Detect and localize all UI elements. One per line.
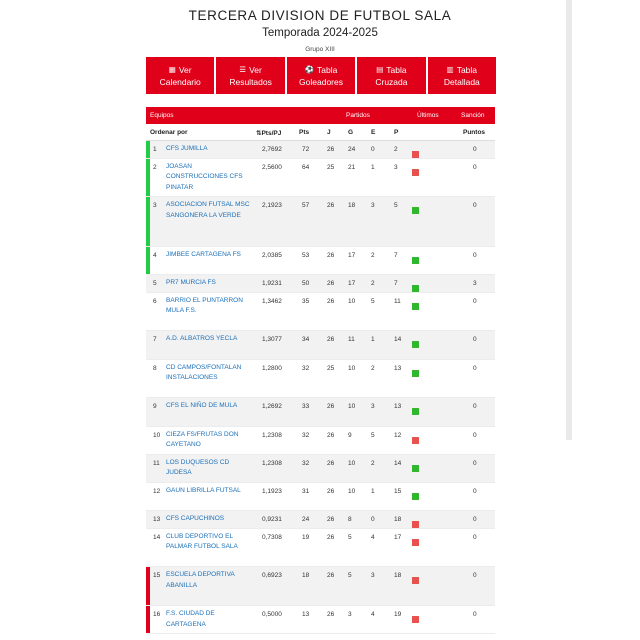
sanction-points: 0 — [473, 403, 477, 411]
document-icon: ▤ — [376, 64, 384, 74]
table-row — [146, 398, 495, 426]
result-loss-icon[interactable] — [412, 616, 419, 623]
position: 1 — [153, 146, 157, 153]
result-loss-icon[interactable] — [412, 539, 419, 546]
zone-indicator — [146, 197, 150, 245]
played: 26 — [327, 251, 335, 259]
team-link[interactable]: CIEZA FS/FRUTAS DON CAYETANO — [166, 430, 239, 449]
pts-per-pj: 0,5000 — [262, 611, 282, 619]
team-link[interactable]: F.S. CIUDAD DE CARTAGENA — [166, 610, 215, 628]
pts-per-pj: 1,3077 — [262, 336, 282, 344]
list-icon: ☰ — [239, 64, 247, 74]
team-link[interactable]: BARRIO EL PUNTARRON MULA F.S. — [166, 296, 243, 315]
lost: 15 — [394, 487, 402, 495]
drawn: 3 — [371, 202, 375, 210]
tabla-detallada-button[interactable]: ▥ Tabla Detallada — [428, 57, 496, 94]
table-row — [146, 159, 495, 198]
points: 32 — [302, 459, 310, 467]
result-win-icon[interactable] — [412, 207, 419, 214]
sort-ptspj-button[interactable]: ⇅Pts/PJ — [256, 130, 282, 137]
table-row — [146, 606, 495, 634]
won: 3 — [348, 611, 352, 619]
result-win-icon[interactable] — [412, 257, 419, 264]
sort-arrows-icon: ⇅ — [256, 130, 262, 137]
zone-indicator — [146, 141, 150, 158]
ordenar-por-label: Ordenar por — [150, 129, 188, 136]
points: 24 — [302, 516, 310, 524]
won: 10 — [348, 364, 356, 372]
position: 2 — [153, 163, 157, 171]
drawn: 2 — [371, 459, 375, 467]
team-link[interactable]: JIMBEE CARTAGENA FS — [166, 250, 241, 258]
sanction-points: 0 — [473, 431, 477, 439]
table-row — [146, 141, 495, 159]
table-row — [146, 360, 495, 399]
won: 11 — [348, 336, 355, 344]
lost: 11 — [394, 297, 401, 305]
position: 6 — [153, 297, 157, 305]
won: 10 — [348, 487, 356, 495]
equipos-header: Equipos — [150, 112, 174, 119]
result-win-icon[interactable] — [412, 493, 419, 500]
drawn: 1 — [371, 163, 375, 171]
sort-e-button[interactable]: E — [371, 129, 376, 136]
played: 26 — [327, 516, 335, 524]
position: 5 — [153, 279, 157, 287]
lost: 5 — [394, 202, 398, 210]
sort-header — [146, 124, 495, 141]
position: 7 — [153, 336, 157, 344]
result-win-icon[interactable] — [412, 341, 419, 348]
pts-per-pj: 1,2308 — [262, 459, 282, 467]
played: 26 — [327, 279, 335, 287]
sanction-points: 0 — [473, 297, 477, 305]
zone-indicator — [146, 606, 150, 633]
pts-per-pj: 2,1923 — [262, 202, 282, 210]
position: 15 — [153, 572, 161, 580]
team-link[interactable]: ESCUELA DEPORTIVA ABANILLA — [166, 571, 235, 590]
season-label: Temporada 2024-2025 — [262, 27, 378, 39]
won: 18 — [348, 202, 356, 210]
page-scrollbar[interactable] — [566, 0, 572, 440]
sanction-points: 0 — [473, 459, 477, 467]
won: 21 — [348, 163, 356, 171]
sort-pts-button[interactable]: Pts — [299, 129, 310, 136]
table-row — [146, 455, 495, 483]
position: 3 — [153, 202, 157, 210]
table-row — [146, 529, 495, 568]
lost: 3 — [394, 163, 398, 171]
won: 8 — [348, 516, 352, 524]
table-row — [146, 293, 495, 332]
lost: 7 — [394, 279, 398, 287]
won: 17 — [348, 279, 356, 287]
points: 72 — [302, 146, 310, 153]
played: 26 — [327, 431, 335, 439]
drawn: 2 — [371, 364, 375, 372]
pts-per-pj: 2,0385 — [262, 251, 282, 259]
won: 9 — [348, 431, 352, 439]
team-link[interactable]: CFS EL NIÑO DE MULA — [166, 402, 238, 410]
pts-per-pj: 1,2800 — [262, 364, 282, 372]
position: 10 — [153, 431, 161, 439]
position: 12 — [153, 487, 161, 495]
zone-indicator — [146, 247, 150, 274]
sanction-points: 0 — [473, 516, 477, 524]
lost: 19 — [394, 611, 402, 619]
puntos-label: Puntos — [463, 129, 486, 136]
played: 25 — [327, 364, 335, 372]
lost: 2 — [394, 146, 398, 153]
team-link[interactable]: CD CAMPOS/FONTALAN INSTALACIONES — [166, 363, 242, 382]
table-row — [146, 567, 495, 606]
drawn: 2 — [371, 251, 375, 259]
group-label: Grupo XIII — [305, 46, 335, 53]
played: 26 — [327, 146, 335, 153]
page-title: TERCERA DIVISION DE FUTBOL SALA — [188, 8, 452, 23]
won: 10 — [348, 297, 356, 305]
drawn: 2 — [371, 279, 375, 287]
sanction-points: 0 — [473, 146, 477, 153]
ver-calendario-button[interactable]: ▦ Ver Calendario — [146, 57, 214, 94]
partidos-header: Partidos — [346, 112, 370, 119]
result-win-icon[interactable] — [412, 303, 419, 310]
sort-j-button[interactable]: J — [327, 129, 331, 136]
points: 18 — [302, 572, 310, 580]
calendar-icon: ▦ — [168, 64, 176, 74]
pts-per-pj: 1,2692 — [262, 403, 282, 411]
points: 31 — [302, 487, 310, 495]
team-link[interactable]: PR7 MURCIA FS — [166, 278, 216, 286]
played: 26 — [327, 336, 335, 344]
result-loss-icon[interactable] — [412, 437, 419, 444]
result-win-icon[interactable] — [412, 285, 419, 292]
drawn: 1 — [371, 487, 375, 495]
played: 26 — [327, 202, 335, 210]
won: 10 — [348, 403, 356, 411]
table-row — [146, 275, 495, 293]
pts-per-pj: 0,7308 — [262, 533, 282, 541]
lost: 7 — [394, 251, 398, 259]
drawn: 1 — [371, 336, 375, 344]
position: 4 — [153, 251, 157, 259]
won: 17 — [348, 251, 356, 259]
tabla-goleadores-button[interactable]: ⚽ Tabla Goleadores — [287, 57, 355, 94]
pts-per-pj: 2,5600 — [262, 163, 282, 171]
table-row — [146, 483, 495, 511]
points: 50 — [302, 279, 310, 287]
team-link[interactable]: CFS CAPUCHINOS — [166, 515, 225, 523]
result-loss-icon[interactable] — [412, 169, 419, 176]
points: 35 — [302, 297, 310, 305]
drawn: 4 — [371, 533, 375, 541]
tabla-cruzada-button[interactable]: ▤ Tabla Cruzada — [357, 57, 425, 94]
points: 64 — [302, 163, 310, 171]
pts-per-pj: 1,3462 — [262, 297, 282, 305]
table-row — [146, 197, 495, 246]
standings-table — [146, 107, 495, 634]
table-row — [146, 331, 495, 359]
result-win-icon[interactable] — [412, 465, 419, 472]
drawn: 0 — [371, 516, 375, 524]
sanction-points: 0 — [473, 251, 477, 259]
position: 11 — [153, 459, 160, 467]
points: 33 — [302, 403, 310, 411]
pts-per-pj: 0,9231 — [262, 516, 282, 524]
played: 26 — [327, 487, 335, 495]
drawn: 3 — [371, 572, 375, 580]
points: 53 — [302, 251, 310, 259]
position: 9 — [153, 403, 157, 411]
sort-g-button[interactable]: G — [348, 129, 354, 136]
played: 26 — [327, 572, 335, 580]
played: 26 — [327, 297, 335, 305]
lost: 18 — [394, 516, 402, 524]
points: 57 — [302, 202, 310, 210]
lost: 13 — [394, 364, 402, 372]
played: 25 — [327, 163, 335, 171]
won: 24 — [348, 146, 356, 153]
lost: 13 — [394, 403, 402, 411]
team-link[interactable]: LOS DUQUESOS CD JUDESA — [166, 458, 230, 477]
won: 10 — [348, 459, 356, 467]
zone-indicator — [146, 567, 150, 605]
ball-icon: ⚽ — [304, 64, 315, 74]
pts-per-pj: 0,6923 — [262, 572, 282, 580]
table-icon: ▥ — [446, 64, 454, 74]
sanction-points: 0 — [473, 163, 477, 171]
sanction-points: 0 — [473, 202, 477, 210]
table-body — [146, 141, 495, 634]
played: 26 — [327, 533, 335, 541]
team-link[interactable]: GAUN LIBRILLA FUTSAL — [166, 486, 241, 494]
action-buttons — [146, 57, 496, 94]
ver-resultados-button[interactable]: ☰ Ver Resultados — [216, 57, 284, 94]
lost: 14 — [394, 336, 402, 344]
points: 19 — [302, 533, 310, 541]
position: 13 — [153, 516, 161, 524]
points: 32 — [302, 364, 310, 372]
points: 32 — [302, 431, 310, 439]
result-loss-icon[interactable] — [412, 521, 419, 528]
table-header — [146, 107, 495, 124]
played: 26 — [327, 611, 335, 619]
points: 13 — [302, 611, 310, 619]
points: 34 — [302, 336, 310, 344]
result-win-icon[interactable] — [412, 408, 419, 415]
pts-per-pj: 1,1923 — [262, 487, 282, 495]
result-loss-icon[interactable] — [412, 577, 419, 584]
team-link[interactable]: ASOCIACION FUTSAL MSC SANGONERA LA VERDE — [166, 201, 250, 219]
position: 8 — [153, 364, 157, 372]
sanction-points: 0 — [473, 364, 477, 372]
result-win-icon[interactable] — [412, 370, 419, 377]
position: 14 — [153, 533, 161, 541]
result-loss-icon[interactable] — [412, 151, 419, 158]
ultimos-header: Últimos — [417, 112, 439, 119]
drawn: 5 — [371, 297, 375, 305]
sanction-points: 0 — [473, 533, 477, 541]
team-link[interactable]: CFS JUMILLA — [166, 145, 208, 152]
drawn: 4 — [371, 611, 375, 619]
team-link[interactable]: A.D. ALBATROS YECLA — [166, 335, 238, 343]
table-row — [146, 427, 495, 455]
played: 26 — [327, 459, 335, 467]
team-link[interactable]: JOASAN CONSTRUCCIONES CFS PINATAR — [166, 162, 243, 191]
position: 16 — [153, 611, 161, 619]
sanction-points: 0 — [473, 572, 477, 580]
lost: 14 — [394, 459, 402, 467]
pts-per-pj: 2,7692 — [262, 146, 282, 153]
drawn: 0 — [371, 146, 375, 153]
sanction-points: 0 — [473, 487, 477, 495]
zone-indicator — [146, 159, 150, 197]
sanction-points: 0 — [473, 611, 477, 619]
pts-per-pj: 1,9231 — [262, 279, 282, 287]
sancion-header: Sanción — [461, 112, 485, 119]
sanction-points: 0 — [473, 336, 477, 344]
lost: 18 — [394, 572, 402, 580]
lost: 17 — [394, 533, 402, 541]
played: 26 — [327, 403, 335, 411]
sort-p-button[interactable]: P — [394, 129, 399, 136]
drawn: 3 — [371, 403, 375, 411]
team-link[interactable]: CLUB DEPORTIVO EL PALMAR FUTBOL SALA — [166, 532, 238, 551]
won: 5 — [348, 572, 352, 580]
table-row — [146, 247, 495, 275]
table-row — [146, 511, 495, 529]
lost: 12 — [394, 431, 402, 439]
sanction-points: 3 — [473, 279, 477, 287]
drawn: 5 — [371, 431, 375, 439]
pts-per-pj: 1,2308 — [262, 431, 282, 439]
won: 5 — [348, 533, 352, 541]
